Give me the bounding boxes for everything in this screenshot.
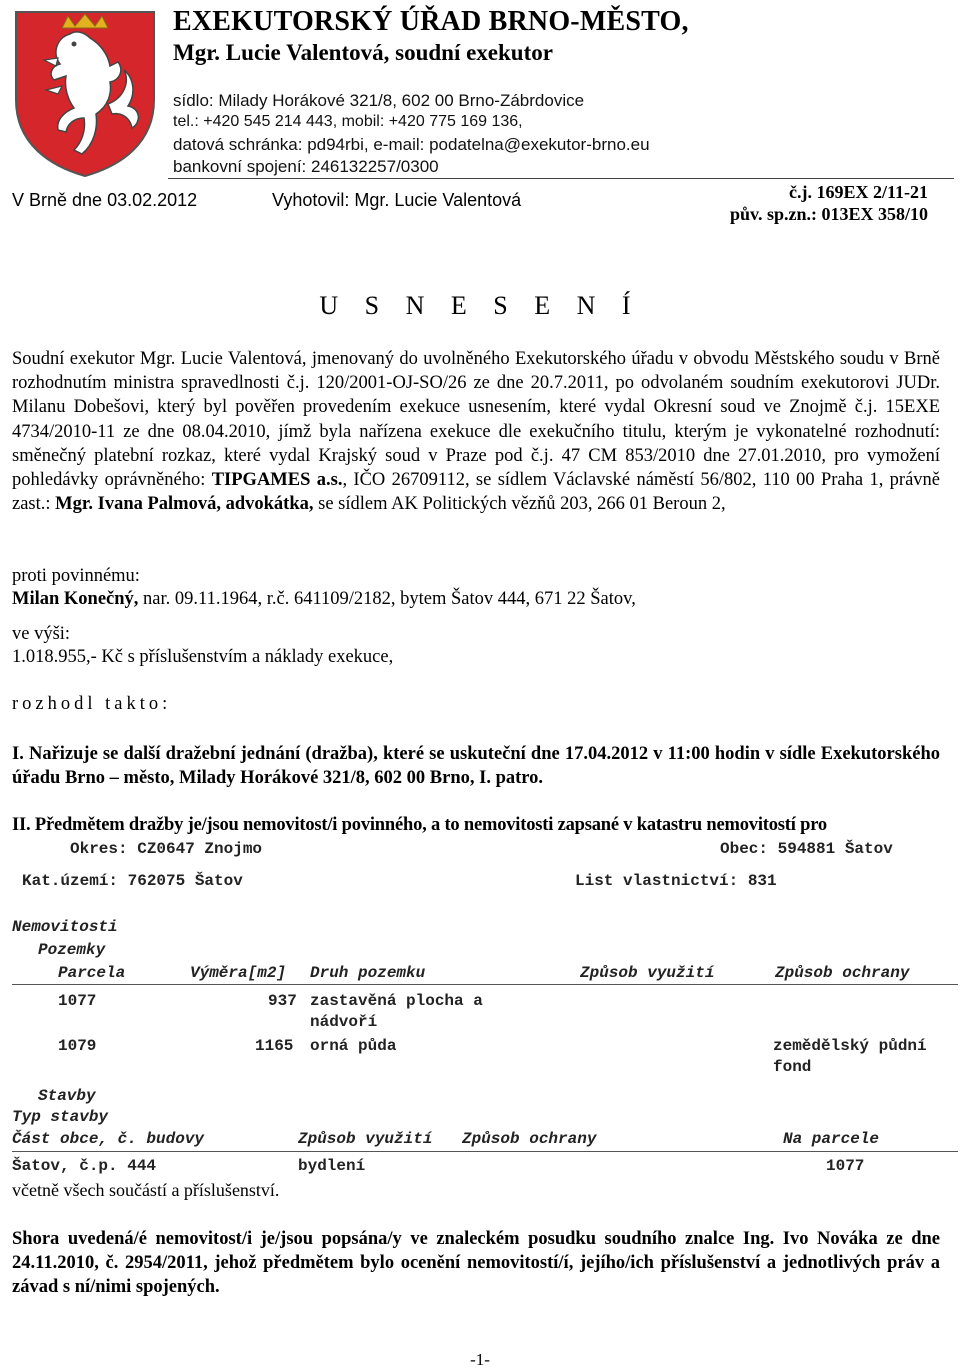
creditor-details: , IČO 26709112, se sídlem Václavské náměstí 56/802, 110 00 Praha 1, právně zast.: — [12, 470, 941, 515]
col-parcel: Parcela — [58, 964, 126, 982]
debtor-name: Milan Konečný, — [12, 589, 139, 609]
creditor-name: TIPGAMES a.s. — [211, 470, 343, 491]
decision-label: rozhodl takto: — [12, 694, 172, 714]
section-land: Pozemky — [38, 941, 106, 959]
prepared-by: Vyhotovil: Mgr. Lucie Valentová — [272, 190, 522, 210]
office-address: sídlo: Milady Horákové 321/8, 602 00 Brno-Zábrdovice — [173, 91, 585, 110]
header-divider — [168, 178, 954, 179]
building-row-part: Šatov, č.p. 444 — [12, 1157, 157, 1175]
including-note: včetně všech součástí a příslušenství. — [12, 1180, 280, 1200]
col-building-protection: Způsob ochrany — [462, 1130, 597, 1148]
building-row-use: bydlení — [298, 1157, 366, 1175]
cadastre-ownership-list: List vlastnictví: 831 — [575, 872, 777, 890]
debtor-line — [12, 589, 636, 610]
page-number: -1- — [470, 1350, 490, 1369]
point-one: I. Nařizuje se další dražební jednání (dražba), které se uskuteční dne 17.04.2012 v 11:00 hodin v sídle Exekutorského úřadu Brno – město, Milady Horákové 321/8, 602 00 Brno, I. patro. — [12, 744, 940, 789]
office-phone: tel.: +420 545 214 443, mobil: +420 775 169 136, — [173, 113, 523, 130]
col-land-type: Druh pozemku — [310, 964, 426, 982]
office-title: EXEKUTORSKÝ ÚŘAD BRNO-MĚSTO, — [173, 6, 689, 37]
col-area: Výměra[m2] — [190, 964, 287, 982]
point-two: II. Předmětem dražby je/jsou nemovitost/i povinného, a to nemovitosti zapsané v katastru nemovitostí pro — [12, 815, 827, 835]
section-buildings: Stavby — [38, 1087, 96, 1105]
document-date: V Brně dne 03.02.2012 — [12, 190, 198, 210]
col-building-use: Způsob využití — [298, 1130, 433, 1148]
section-properties: Nemovitosti — [12, 918, 118, 936]
cadastre-district: Okres: CZ0647 Znojmo — [70, 840, 263, 858]
land-row-1-type-cont: nádvoří — [310, 1013, 378, 1031]
land-row-2-type: orná půda — [310, 1037, 397, 1055]
amount-label: ve výši: — [12, 624, 71, 644]
building-table-rule — [12, 1151, 958, 1152]
executor-name: Mgr. Lucie Valentová, soudní exekutor — [173, 40, 553, 65]
appraisal-paragraph: Shora uvedená/é nemovitost/i je/jsou popsána/y ve znaleckém posudku soudního znalce Ing. Ivo Nováka ze dne 24.11.2010, č. 2954/2011, jehož předmětem bylo ocenění nemovitostí/í, jejího/ich příslušenství a jednotlivých práv a závad s ní/nimi spojených. — [12, 1229, 940, 1298]
original-case-number: pův. sp.zn.: 013EX 358/10 — [729, 204, 928, 224]
col-building-parcel: Na parcele — [783, 1130, 880, 1148]
attorney-name: Mgr. Ivana Palmová, advokátka, — [55, 494, 314, 515]
col-land-protection: Způsob ochrany — [775, 964, 910, 982]
col-land-use: Způsob využití — [580, 964, 715, 982]
land-table-rule — [12, 984, 958, 985]
land-row-1-type: zastavěná plocha a — [310, 992, 483, 1010]
amount-value: 1.018.955,- Kč s příslušenstvím a náklady exekuce, — [12, 647, 394, 667]
land-row-2-protection-cont: fond — [773, 1058, 812, 1076]
land-row-2-protection: zemědělský půdní — [773, 1037, 927, 1055]
col-building-part: Část obce, č. budovy — [12, 1130, 205, 1148]
office-databox: datová schránka: pd94rbi, e-mail: podatelna@exekutor-brno.eu — [173, 135, 650, 154]
cadastre-municipality: Obec: 594881 Šatov — [720, 840, 893, 858]
land-row-2-parcel: 1079 — [58, 1037, 97, 1055]
building-row-parcel: 1077 — [826, 1157, 865, 1175]
intro-text: Soudní exekutor Mgr. Lucie Valentová, jmenovaný do uvolněného Exekutorského úřadu v obvodu Městského soudu v Brně rozhodnutím ministra spravedlnosti č.j. 120/2001-OJ-SO/26 ze dne 20.7.2011, po odvolaném soudním exekutorovi JUDr. Milanu Dobešovi, který byl pověřen provedením exekuce usnesením, které vydal Okresní soud ve Znojmě č.j. 15EXE 4734/2010-11 ze dne 08.04.2010, jímž byla nařízena exekuce dle exekučního titulu, kterým je vykonatelné rozhodnutí: směnečný platební rozkaz, které vydal Krajský soud v Praze pod č.j. 47 CM 853/2010 dne 27.01.2010, pro vymožení pohledávky oprávněného: — [12, 349, 940, 491]
case-number: č.j. 169EX 2/11-21 — [789, 182, 928, 202]
attorney-details: se sídlem AK Politických vězňů 203, 266 01 Beroun 2, — [313, 494, 726, 515]
col-building-type: Typ stavby — [12, 1108, 109, 1126]
office-bank: bankovní spojení: 246132257/0300 — [173, 157, 439, 176]
czech-coat-of-arms-icon — [12, 8, 158, 178]
cadastre-area: Kat.území: 762075 Šatov — [22, 872, 243, 890]
document-heading: U S N E S E N Í — [319, 291, 641, 320]
land-row-2-area: 1165 — [255, 1037, 294, 1055]
intro-paragraph — [12, 347, 940, 516]
debtor-label: proti povinnému: — [12, 566, 140, 586]
debtor-details: nar. 09.11.1964, r.č. 641109/2182, bytem Šatov 444, 671 22 Šatov, — [138, 589, 636, 609]
land-row-1-parcel: 1077 — [58, 992, 97, 1010]
land-row-1-area: 937 — [268, 992, 297, 1010]
